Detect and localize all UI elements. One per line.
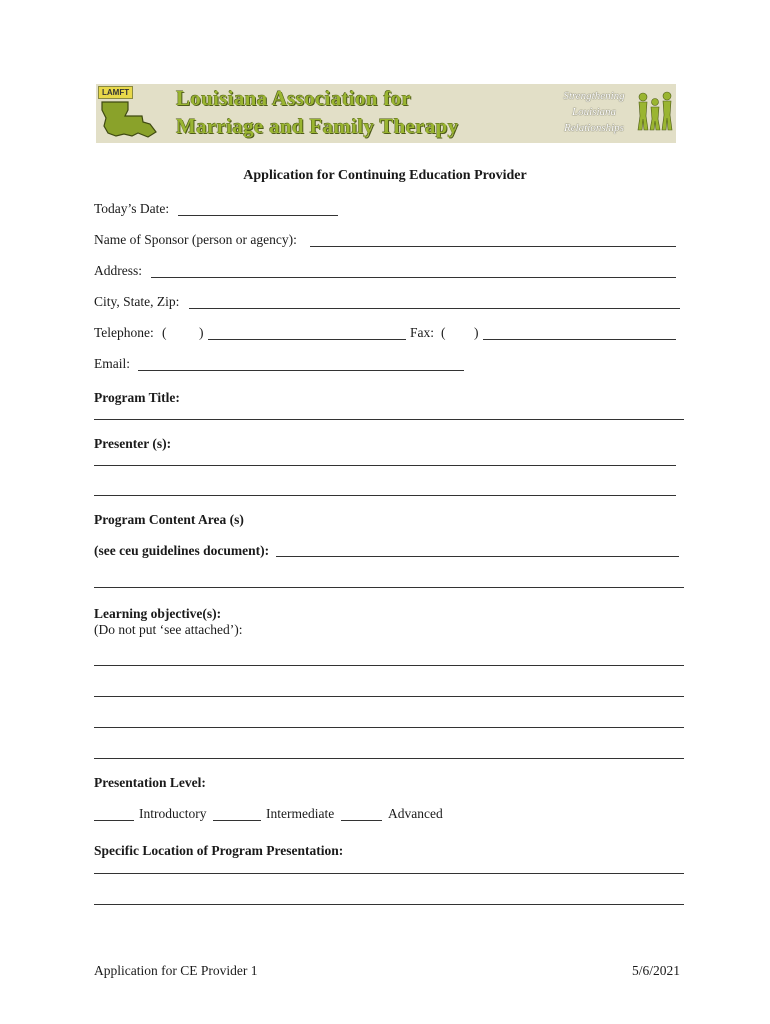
content-area-field-1[interactable]	[276, 556, 679, 557]
tagline-line1: Strengthening	[563, 90, 625, 102]
footer-doc-name: Application for CE Provider 1	[94, 963, 258, 978]
form-title: Application for Continuing Education Provider	[243, 168, 527, 183]
objective-field-1[interactable]	[94, 665, 684, 666]
org-name-line1: Louisiana Association for	[176, 86, 412, 110]
telephone-paren-open: (	[162, 325, 167, 340]
introductory-option: Introductory	[139, 806, 207, 821]
fax-label: Fax:	[410, 325, 435, 340]
content-area-field-2[interactable]	[94, 587, 684, 588]
objectives-label: Learning objective(s):	[94, 606, 222, 621]
content-area-label: Program Content Area (s)	[94, 512, 244, 527]
fax-field[interactable]	[483, 339, 676, 340]
lamft-badge: LAMFT	[98, 86, 133, 99]
intermediate-blank[interactable]	[213, 820, 261, 821]
footer-date: 5/6/2021	[632, 963, 681, 978]
objectives-note: (Do not put ‘see attached’):	[94, 622, 243, 637]
fax-paren-open: (	[441, 325, 446, 340]
presenter-field-2[interactable]	[94, 495, 676, 496]
people-family-icon	[636, 90, 674, 132]
location-field-2[interactable]	[94, 904, 684, 905]
address-field[interactable]	[151, 277, 676, 278]
telephone-field[interactable]	[208, 339, 406, 340]
guidelines-label: (see ceu guidelines document):	[94, 543, 270, 558]
date-field[interactable]	[178, 215, 338, 216]
telephone-label: Telephone:	[94, 325, 154, 340]
sponsor-field[interactable]	[310, 246, 676, 247]
objective-field-4[interactable]	[94, 758, 684, 759]
sponsor-label: Name of Sponsor (person or agency):	[94, 232, 297, 247]
email-label: Email:	[94, 356, 130, 371]
fax-paren-close: )	[474, 325, 479, 340]
level-label: Presentation Level:	[94, 775, 206, 790]
presenter-label: Presenter (s):	[94, 436, 172, 451]
telephone-paren-close: )	[199, 325, 204, 340]
presenter-field-1[interactable]	[94, 465, 676, 466]
advanced-option: Advanced	[388, 806, 443, 821]
tagline	[554, 88, 634, 136]
address-label: Address:	[94, 263, 142, 278]
tagline-line2: Louisiana	[571, 106, 616, 118]
program-title-field[interactable]	[94, 419, 684, 420]
org-name-line2: Marriage and Family Therapy	[176, 114, 459, 138]
intermediate-option: Intermediate	[266, 806, 335, 821]
date-label: Today’s Date:	[94, 201, 170, 216]
location-field-1[interactable]	[94, 873, 684, 874]
advanced-blank[interactable]	[341, 820, 382, 821]
city-state-zip-label: City, State, Zip:	[94, 294, 180, 309]
introductory-blank[interactable]	[94, 820, 134, 821]
tagline-line3: Relationships	[564, 122, 624, 134]
location-label: Specific Location of Program Presentation:	[94, 843, 344, 858]
objective-field-3[interactable]	[94, 727, 684, 728]
city-state-zip-field[interactable]	[189, 308, 680, 309]
objective-field-2[interactable]	[94, 696, 684, 697]
header-banner	[96, 84, 676, 143]
email-field[interactable]	[138, 370, 464, 371]
program-title-label: Program Title:	[94, 390, 180, 405]
